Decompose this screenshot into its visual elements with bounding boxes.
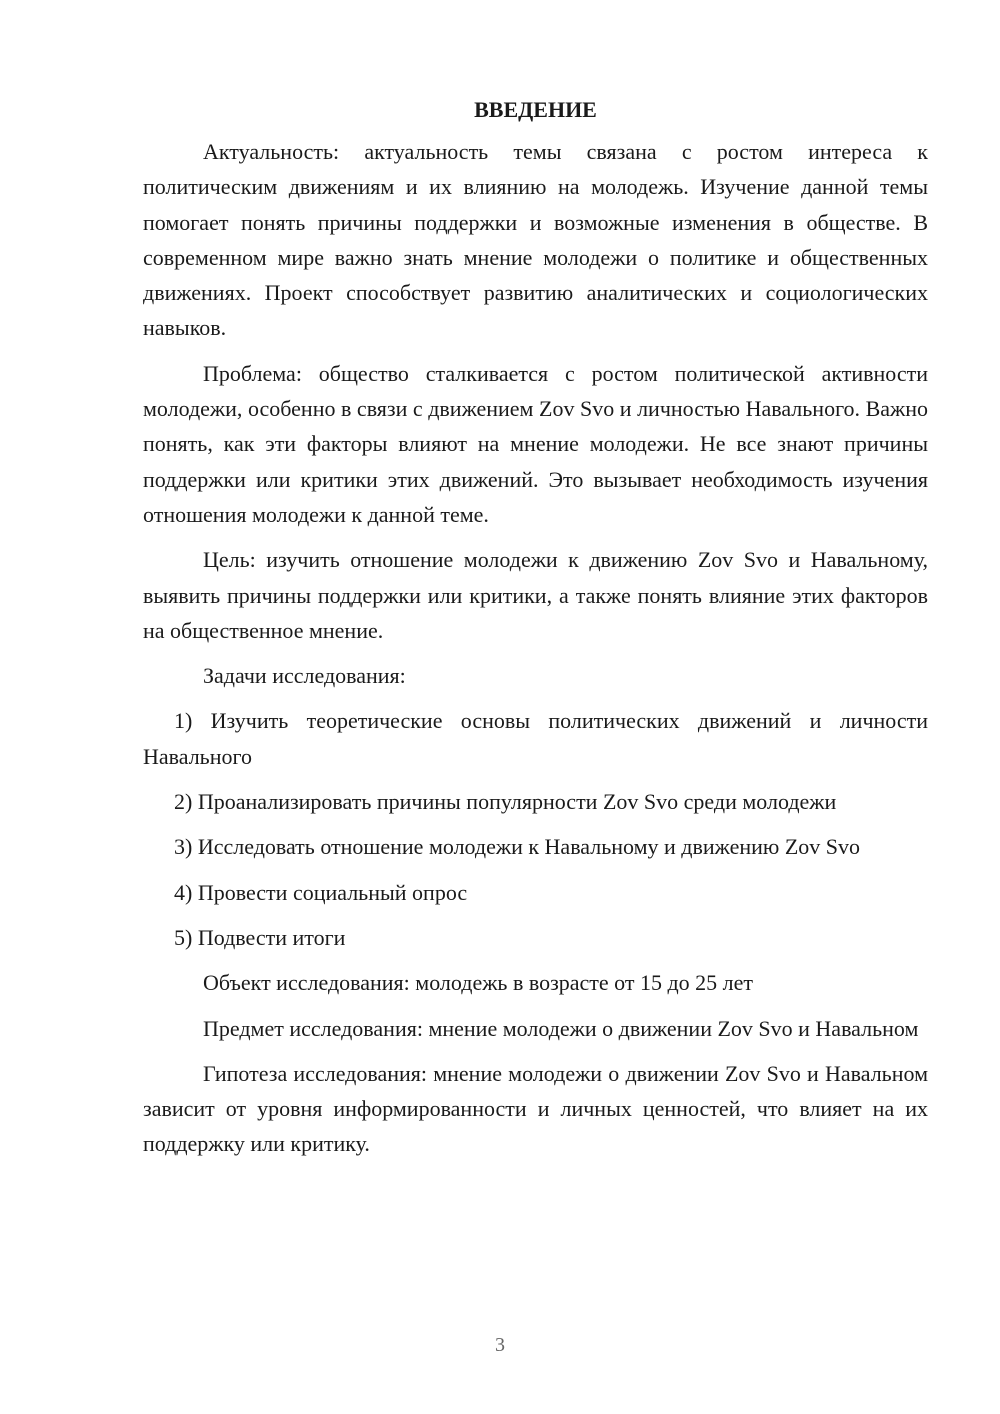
problem-paragraph: Проблема: общество сталкивается с ростом политической активности молодежи, особенно в связи с движением Zov Svo и личностью Навального. Важно понять, как эти факторы влияют на мнение молодежи. Не все знают причины поддержки или критики этих движений. Это вызывает необходимость изучения отношения молодежи к данной теме. — [143, 360, 928, 527]
document-page — [143, 92, 928, 1172]
task-item-4: 4) Провести социальный опрос — [174, 879, 468, 905]
hypothesis-paragraph: Гипотеза исследования: мнение молодежи о движении Zov Svo и Навальном зависит от уровня информированности и личных ценностей, что влияет на их поддержку или критику. — [143, 1060, 928, 1157]
task-item-2: 2) Проанализировать причины популярности Zov Svo среди молодежи — [174, 789, 837, 815]
page-number: 3 — [495, 1334, 505, 1356]
task-item-5: 5) Подвести итоги — [174, 924, 346, 950]
task-item-3: 3) Исследовать отношение молодежи к Навальному и движению Zov Svo — [174, 834, 860, 860]
section-title: ВВЕДЕНИЕ — [474, 97, 597, 122]
task-item-1: 1) Изучить теоретические основы политических движений и личности Навального — [143, 708, 928, 769]
goal-paragraph: Цель: изучить отношение молодежи к движению Zov Svo и Навальному, выявить причины поддержки или критики, а также понять влияние этих факторов на общественное мнение. — [143, 547, 928, 643]
relevance-paragraph: Актуальность: актуальность темы связана с ростом интереса к политическим движениям и их влиянию на молодежь. Изучение данной темы помогает понять причины поддержки и возможные изменения в обществе. В современном мире важно знать мнение молодежи о политике и общественных движениях. Проект способствует развитию аналитических и социологических навыков. — [143, 139, 928, 341]
object-paragraph: Объект исследования: молодежь в возрасте от 15 до 25 лет — [203, 970, 754, 996]
tasks-heading: Задачи исследования: — [203, 663, 406, 689]
subject-paragraph: Предмет исследования: мнение молодежи о движении Zov Svo и Навальном — [203, 1015, 919, 1041]
